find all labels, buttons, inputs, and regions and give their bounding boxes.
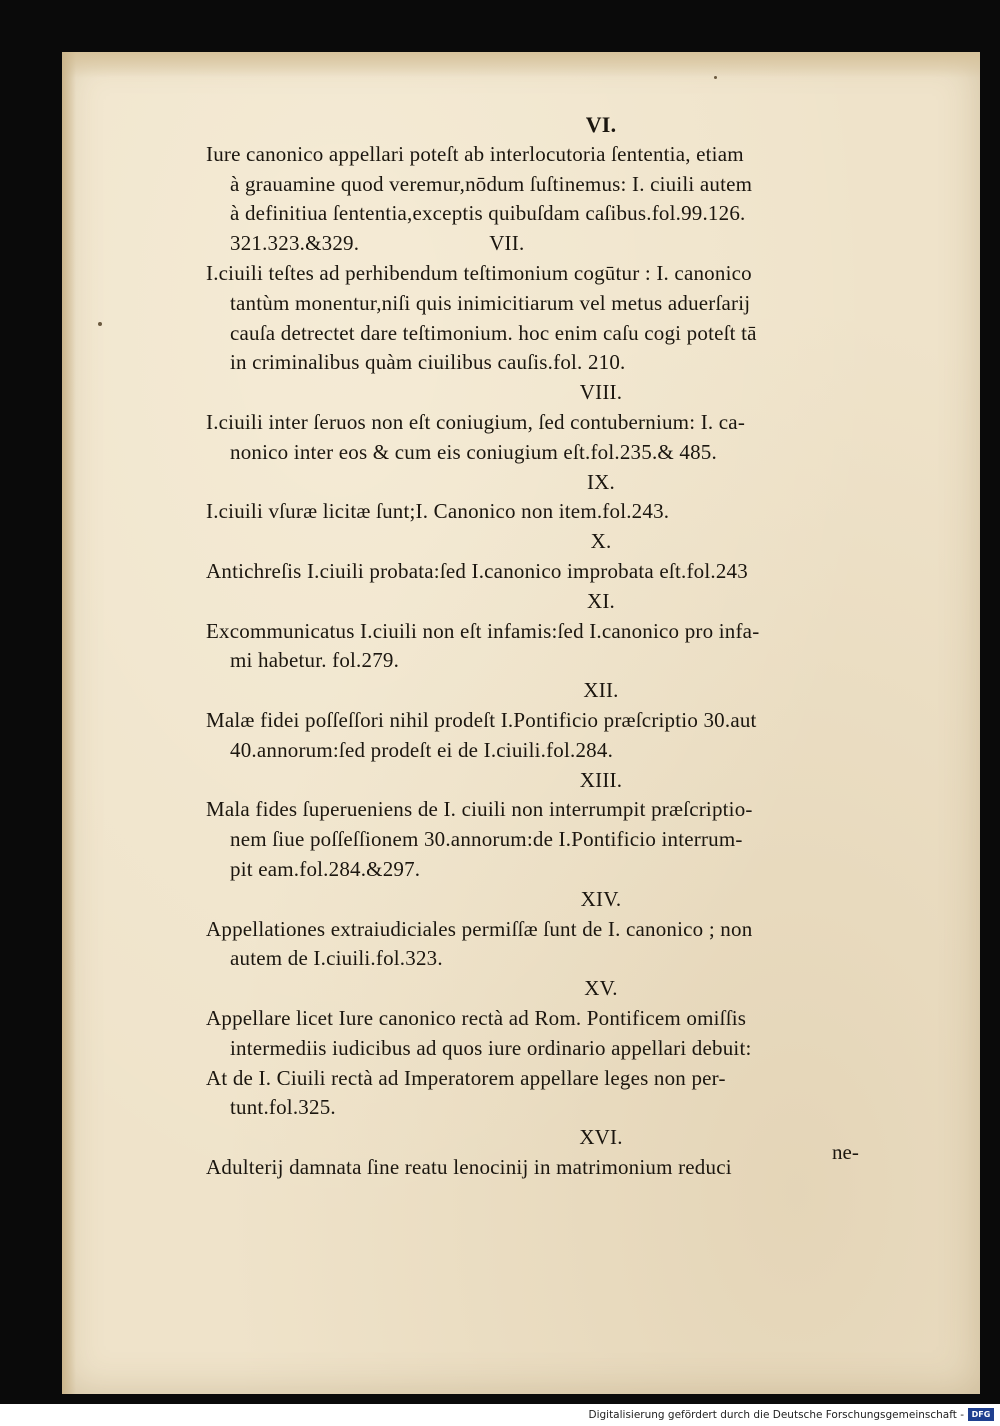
text-line: Appellationes extraiudiciales permiſſæ ſunt de I. canonico ; non [206, 916, 753, 941]
text-line: I.ciuili inter ſeruos non eſt coniugium, ſed contubernium: I. ca- [206, 409, 746, 434]
section-numeral: IX. [586, 469, 615, 494]
section-numeral: VII. [489, 231, 525, 256]
section-numeral: XII. [583, 678, 619, 703]
text-line: Iure canonico appellari poteſt ab interlocutoria ſententia, etiam [206, 141, 744, 166]
text-line: in criminalibus quàm ciuilibus cauſis.fol. 210. [230, 350, 626, 375]
text-line: Mala fides ſuperueniens de I. ciuili non interrumpit præſcriptio- [206, 797, 753, 822]
text-line: intermediis iudicibus ad quos iure ordinario appellari debuit: [230, 1035, 752, 1060]
section-paragraph [206, 1153, 936, 1183]
section-paragraph [206, 408, 936, 468]
section-numeral: X. [590, 529, 612, 554]
paper-speck [98, 322, 102, 326]
text-line: mi habetur. fol.279. [230, 648, 400, 673]
section-numeral: XIII. [579, 767, 623, 792]
section-paragraph [206, 497, 936, 527]
section-paragraph [206, 915, 936, 975]
section-paragraph [206, 140, 936, 259]
text-line: tantùm monentur,niſi quis inimicitiarum vel metus aduerſarij [230, 290, 751, 315]
text-line: Excommunicatus I.ciuili non eſt infamis:ſed I.canonico pro infa- [206, 618, 760, 643]
text-line: pit eam.fol.284.&297. [230, 856, 421, 881]
page-left-edge [62, 52, 76, 1394]
text-line: Antichreſis I.ciuili probata:ſed I.canonico improbata eſt.fol.243 [206, 558, 748, 583]
section-numeral: XI. [586, 588, 615, 613]
section-numeral: XV. [584, 976, 618, 1001]
section-numeral: VI. [585, 112, 617, 137]
text-line [206, 229, 936, 259]
section-paragraph [206, 259, 936, 378]
section-numeral: XIV. [580, 886, 622, 911]
text-line: Adulterij damnata ſine reatu lenocinij in matrimonium reduci [206, 1154, 732, 1179]
text-line: I.ciuili vſuræ licitæ ſunt;I. Canonico non item.fol.243. [206, 499, 670, 524]
text-line: I.ciuili teſtes ad perhibendum teſtimonium cogūtur : I. canonico [206, 260, 752, 285]
page-top-edge [62, 52, 980, 78]
text-line: 40.annorum:ſed prodeſt ei de I.ciuili.fol.284. [230, 737, 614, 762]
text-line: à grauamine quod veremur,nōdum ſuſtinemus: I. ciuili autem [230, 171, 753, 196]
section-numeral: VIII. [579, 380, 623, 405]
section-paragraph [206, 1004, 936, 1123]
text-line-fragment: 321.323.&329. [230, 231, 360, 256]
text-line: Appellare licet Iure canonico rectà ad Rom. Pontificem omiſſis [206, 1005, 747, 1030]
dfg-logo: DFG [968, 1408, 994, 1421]
text-line: autem de I.ciuili.fol.323. [230, 946, 443, 971]
section-paragraph [206, 617, 936, 677]
catchword: ne- [832, 1140, 859, 1164]
section-numeral: XVI. [579, 1125, 623, 1150]
paper-speck [714, 76, 717, 79]
text-line: Malæ fidei poſſeſſori nihil prodeſt I.Pontificio præſcriptio 30.aut [206, 707, 757, 732]
text-line: cauſa detrectet dare teſtimonium. hoc enim caſu cogi poteſt tā [230, 320, 757, 345]
text-line: nem ſiue poſſeſſionem 30.annorum:de I.Pontificio interrum- [230, 827, 743, 852]
text-line: At de I. Ciuili rectà ad Imperatorem appellare leges non per- [206, 1065, 726, 1090]
section-paragraph [206, 795, 936, 884]
text-line: tunt.fol.325. [230, 1095, 336, 1120]
page-text [206, 110, 936, 1183]
text-line: nonico inter eos & cum eis coniugium eſt.fol.235.& 485. [230, 439, 717, 464]
section-paragraph [206, 706, 936, 766]
section-paragraph [206, 557, 936, 587]
footer-credit: Digitalisierung gefördert durch die Deutsche Forschungsgemeinschaft - [588, 1409, 964, 1421]
text-line: à definitiua ſententia,exceptis quibuſdam caſibus.fol.99.126. [230, 201, 746, 226]
